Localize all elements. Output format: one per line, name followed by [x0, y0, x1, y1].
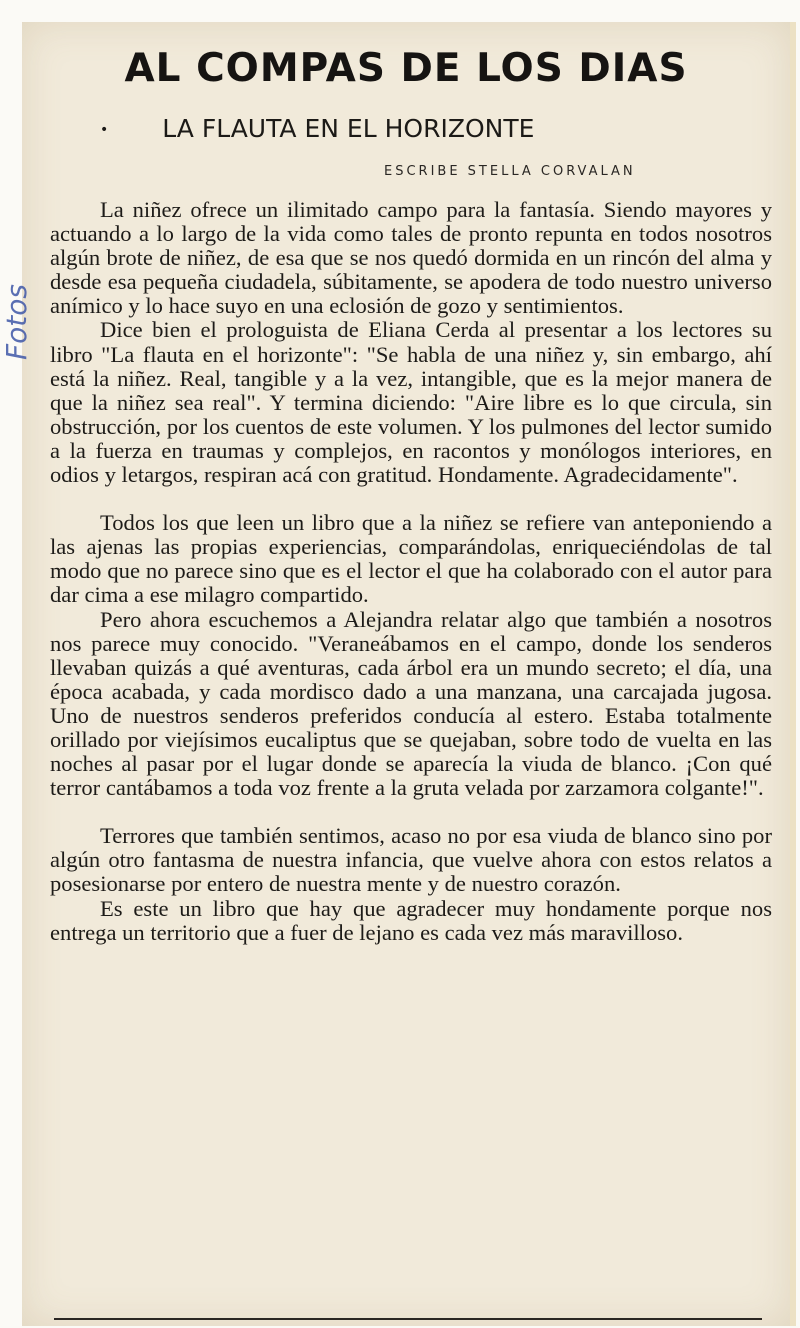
article-body	[50, 198, 772, 945]
paragraph: Dice bien el prologuista de Eliana Cerda al presentar a los lectores su libro "La flauta en el horizonte": "Se habla de una niñez y, sin embargo, ahí está la niñez. Real, tangible y a la vez, intangible, que es la mejor manera de que la niñez sea real". Y termina diciendo: "Aire libre es lo que circula, sin obstrucción, por los cuentos de este volumen. Y los pulmones del lector sumido a la fuerza en traumas y complejos, en racontos y monólogos interiores, en odios y letargos, respiran acá con gratitud. Hondamente. Agradecidamente".	[50, 317, 772, 488]
paragraph: Terrores que también sentimos, acaso no por esa viuda de blanco sino por algún otro fantasma de nuestra infancia, que vuelve ahora con estos relatos a posesionarse por entero de nuestra mente y de nuestro corazón.	[50, 823, 772, 897]
subheadline	[100, 114, 534, 143]
subheadline-bullet: •	[100, 122, 109, 138]
bottom-rule	[54, 1318, 762, 1320]
paragraph: La niñez ofrece un ilimitado campo para la fantasía. Siendo mayores y actuando a lo largo de la vida como tales de pronto repunta en todos nosotros algún brote de niñez, de esa que se nos quedó dormida en un rincón del alma y desde esa pequeña ciudadela, súbitamente, se apodera de todo nuestro universo anímico y lo hace suyo en una eclosión de gozo y sentimientos.	[50, 197, 772, 319]
headline: AL COMPAS DE LOS DIAS	[124, 46, 688, 91]
paragraph: Pero ahora escuchemos a Alejandra relatar algo que también a nosotros nos parece muy conocido. "Veraneábamos en el campo, donde los senderos llevaban quizás a qué aventuras, cada árbol era un mundo secreto; el día, una época acabada, y cada mordisco dado a una manzana, una carcajada jugosa. Uno de nuestros senderos preferidos conducía al estero. Estaba totalmente orillado por viejísimos eucaliptus que se quejaban, sobre todo de vuelta en las noches al pasar por el lugar donde se aparecía la viuda de blanco. ¡Con qué terror cantábamos a toda voz frente a la gruta velada por zarzamora colgante!".	[50, 606, 772, 801]
byline: ESCRIBE STELLA CORVALAN	[384, 164, 636, 179]
paragraph: Es este un libro que hay que agradecer muy hondamente porque nos entrega un territorio que a fuer de lejano es cada vez más maravilloso.	[50, 895, 772, 945]
paragraph: Todos los que leen un libro que a la niñez se refiere van anteponiendo a las ajenas las propias experiencias, comparándolas, enriqueciéndolas de tal modo que no parece sino que es el lector el que ha colaborado con el autor para dar cima a ese milagro compartido.	[50, 510, 772, 608]
handwritten-note-text: Fotos	[0, 284, 33, 360]
subheadline-text: LA FLAUTA EN EL HORIZONTE	[162, 114, 535, 143]
